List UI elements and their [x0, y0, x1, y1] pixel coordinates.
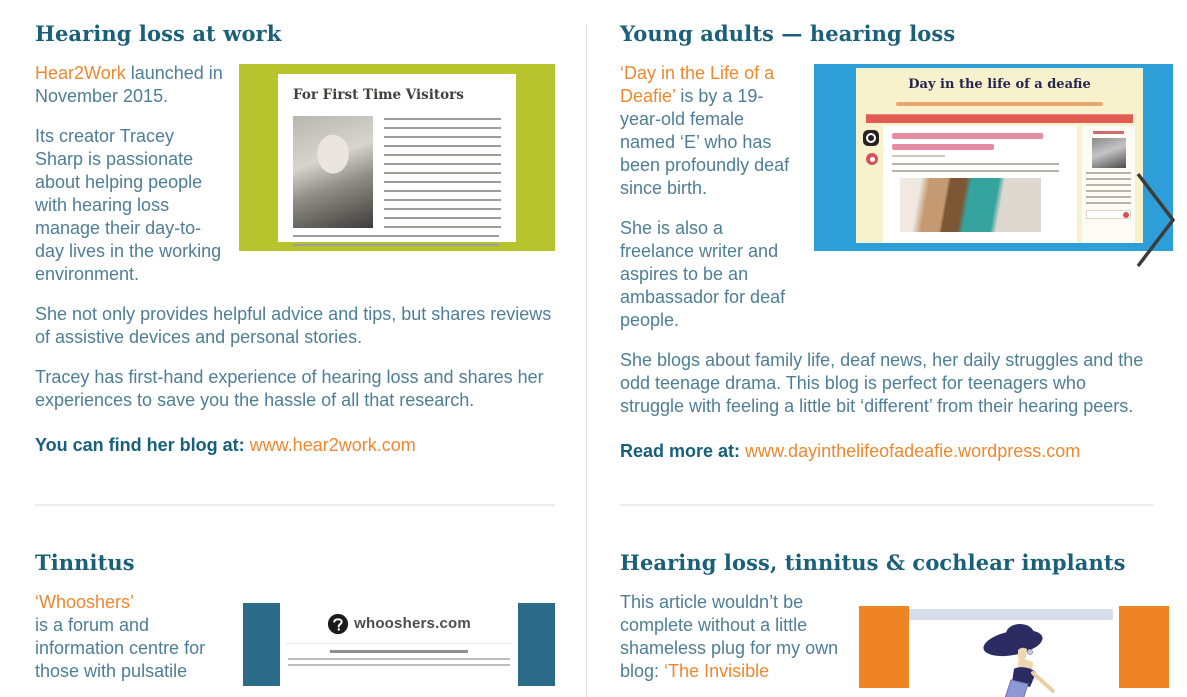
invisible-blog-thumbnail[interactable]	[859, 603, 1169, 697]
deafie-avatar-icon	[863, 130, 879, 146]
paragraph: She not only provides helpful advice and tips, but shares reviews of assistive devices and personal stories.	[35, 304, 552, 347]
whooshers-logo-text: whooshers.com	[354, 615, 471, 632]
section-heading: Tinnitus	[35, 550, 135, 575]
cta-label: You can find her blog at:	[35, 435, 250, 455]
section-tinnitus	[35, 551, 555, 683]
section-divider	[35, 504, 555, 506]
deafie-sidebar-photo	[1092, 138, 1126, 168]
deafie-post-text-placeholder	[892, 163, 1059, 172]
deafie-tagline-placeholder	[896, 102, 1103, 106]
section-divider	[620, 504, 1153, 506]
section-heading: Hearing loss, tinnitus & cochlear implants	[620, 550, 1126, 575]
deafie-navbar	[866, 114, 1133, 123]
paragraph: Its creator Tracey Sharp is passionate about helping people with hearing loss manage their day-to-day lives in the working environment.	[35, 126, 222, 284]
hear2work-body-text-placeholder	[384, 118, 501, 228]
section-hearing-loss-at-work	[35, 22, 555, 464]
hear2work-site-thumbnail[interactable]	[239, 64, 555, 251]
deafie-link[interactable]: ‘Day in the Life of a Deafie’	[620, 63, 775, 106]
carousel-next-arrow-icon[interactable]	[1135, 171, 1177, 269]
blog-cta	[620, 440, 1153, 463]
section-young-adults	[620, 22, 1153, 464]
deafie-page-panel	[856, 68, 1143, 243]
paragraph-text: launched in November 2015.	[35, 63, 223, 106]
section-heading: Hearing loss at work	[35, 21, 282, 46]
cta-label: Read more at:	[620, 441, 746, 461]
whooshers-site-thumbnail[interactable]	[243, 603, 555, 696]
deafie-url-link[interactable]: www.dayinthelifeofadeafie.wordpress.com	[745, 441, 1081, 461]
section-cochlear-implants	[620, 551, 1153, 683]
left-column	[35, 22, 555, 697]
lady-with-hat-illustration	[975, 620, 1070, 697]
hear2work-page-title: For First Time Visitors	[293, 87, 464, 103]
hear2work-link[interactable]: Hear2Work	[35, 63, 126, 83]
column-divider	[586, 24, 587, 697]
paragraph: She blogs about family life, deaf news, her daily struggles and the odd teenage drama. This blog is perfect for teenagers who struggle with feeling a little bit ‘different’ from their hearing peers.	[620, 350, 1144, 416]
deafie-post-photo	[900, 178, 1041, 232]
whooshers-page-panel	[280, 603, 518, 696]
deafie-site-thumbnail[interactable]	[814, 64, 1173, 251]
blog-cta	[35, 434, 555, 457]
deafie-post-title-placeholder	[892, 133, 1043, 139]
hear2work-footer-text-placeholder	[293, 235, 499, 246]
whooshers-link[interactable]: ‘Whooshers’	[35, 592, 135, 612]
whooshers-headline-placeholder	[330, 650, 468, 653]
deafie-sidebar	[1082, 126, 1135, 243]
right-column	[620, 22, 1153, 697]
section-heading: Young adults — hearing loss	[620, 21, 956, 46]
tracey-sharp-photo	[293, 116, 373, 228]
paragraph-text: is a forum and information centre for those with pulsatile	[35, 615, 206, 681]
paragraph: She is also a freelance writer and aspires to be an ambassador for deaf people.	[620, 218, 786, 330]
deafie-post-area	[883, 126, 1077, 243]
whooshers-rule	[286, 643, 512, 644]
hear2work-url-link[interactable]: www.hear2work.com	[249, 435, 416, 455]
invisible-blog-link[interactable]: ‘The Invisible	[664, 661, 770, 681]
ear-logo-icon	[327, 613, 349, 635]
paragraph: Tracey has first-hand experience of hearing loss and shares her experiences to save you the hassle of all that research.	[35, 367, 544, 410]
invisible-header-bar	[909, 609, 1113, 620]
paragraph-text: is by a 19-year-old female named ‘E’ who has been profoundly deaf since birth.	[620, 86, 790, 198]
deafie-blog-title: Day in the life of a deafie	[908, 77, 1091, 92]
deafie-follow-icon	[866, 153, 878, 165]
paragraph-text: This article wouldn’t be complete without a little shameless plug for my own blog:	[620, 592, 839, 681]
hear2work-page-panel	[278, 74, 516, 242]
whooshers-text-placeholder	[288, 658, 510, 670]
deafie-search-box	[1086, 210, 1131, 219]
